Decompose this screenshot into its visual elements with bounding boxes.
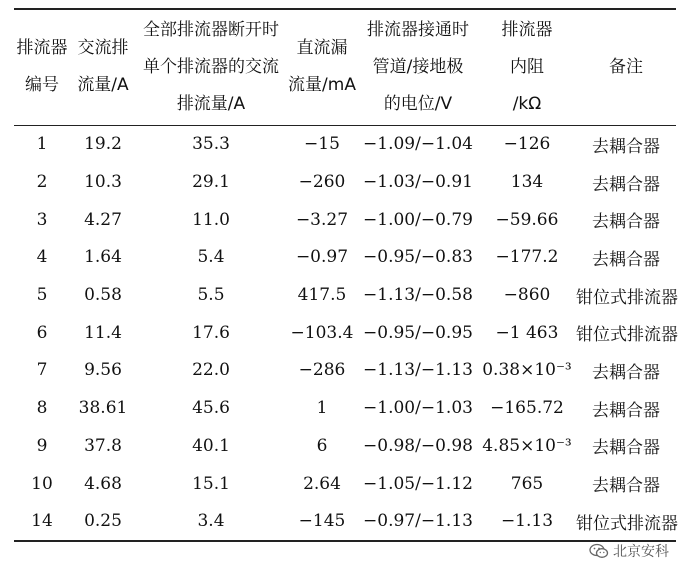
cell-number: 8 xyxy=(36,398,48,419)
cell-remark: 钳位式排流器 xyxy=(576,513,678,534)
cell-resistance: −1 463 xyxy=(495,322,559,343)
cell-potential: −1.03/−0.91 xyxy=(363,172,473,193)
cell-ac-drain: 0.25 xyxy=(84,511,122,532)
cell-resistance: 134 xyxy=(510,172,544,193)
cell-number: 1 xyxy=(36,134,48,155)
cell-dc-leakage: 417.5 xyxy=(297,285,347,306)
cell-dc-leakage: −145 xyxy=(298,511,346,532)
cell-ac-drain: 0.58 xyxy=(84,285,122,306)
cell-ac-drain: 38.61 xyxy=(78,398,128,419)
cell-resistance: −177.2 xyxy=(495,247,559,268)
cell-ac-drain-all-off: 17.6 xyxy=(192,322,230,343)
cell-number: 7 xyxy=(36,360,48,381)
cell-ac-drain: 37.8 xyxy=(84,435,122,456)
cell-ac-drain: 10.3 xyxy=(84,172,122,193)
cell-ac-drain: 19.2 xyxy=(84,134,122,155)
header-line: 编号 xyxy=(25,75,59,96)
cell-number: 9 xyxy=(36,435,48,456)
header-row xyxy=(14,9,676,125)
cell-ac-drain: 1.64 xyxy=(84,247,122,268)
cell-dc-leakage: −260 xyxy=(298,172,346,193)
cell-dc-leakage: 6 xyxy=(316,435,328,456)
header-line: 流量/A xyxy=(77,75,129,96)
cell-dc-leakage: −286 xyxy=(298,360,346,381)
wechat-icon xyxy=(589,543,609,559)
header-line: 流量/mA xyxy=(288,75,356,96)
header-line: /kΩ xyxy=(512,93,542,114)
table-row xyxy=(14,276,676,314)
table-row xyxy=(14,201,676,239)
header-cell-remark xyxy=(576,9,676,125)
cell-ac-drain: 4.68 xyxy=(84,473,122,494)
cell-potential: −0.97/−1.13 xyxy=(363,511,473,532)
header-cell-resistance xyxy=(478,9,576,125)
cell-ac-drain-all-off: 3.4 xyxy=(197,511,225,532)
cell-resistance: −165.72 xyxy=(490,398,564,419)
cell-resistance: −59.66 xyxy=(495,209,559,230)
cell-number: 6 xyxy=(36,322,48,343)
header-line: 备注 xyxy=(609,56,643,77)
cell-remark: 去耦合器 xyxy=(592,212,660,233)
cell-resistance: 4.85×10⁻³ xyxy=(482,435,572,456)
table-row xyxy=(14,389,676,427)
cell-number: 10 xyxy=(31,473,53,494)
cell-dc-leakage: 1 xyxy=(316,398,328,419)
cell-potential: −1.13/−0.58 xyxy=(363,285,473,306)
cell-remark: 去耦合器 xyxy=(592,438,660,459)
cell-ac-drain-all-off: 11.0 xyxy=(192,209,230,230)
cell-number: 3 xyxy=(36,209,48,230)
cell-remark: 去耦合器 xyxy=(592,400,660,421)
cell-remark: 去耦合器 xyxy=(592,476,660,497)
header-cell-dc-leakage xyxy=(286,9,358,125)
header-line: 管道/接地极 xyxy=(372,56,464,77)
cell-potential: −1.05/−1.12 xyxy=(363,473,473,494)
header-line: 全部排流器断开时 xyxy=(143,19,279,40)
cell-number: 5 xyxy=(36,285,48,306)
table-body xyxy=(14,125,676,541)
cell-dc-leakage: −15 xyxy=(304,134,340,155)
watermark-text: 北京安科 xyxy=(613,544,669,560)
cell-potential: −0.98/−0.98 xyxy=(363,435,473,456)
table-row xyxy=(14,465,676,503)
cell-ac-drain-all-off: 29.1 xyxy=(192,172,230,193)
table-row xyxy=(14,352,676,390)
table-row xyxy=(14,427,676,465)
cell-ac-drain: 11.4 xyxy=(84,322,122,343)
header-line: 的电位/V xyxy=(383,93,453,114)
cell-resistance: −860 xyxy=(503,285,551,306)
header-line: 排流量/A xyxy=(176,93,246,114)
data-table xyxy=(14,8,676,542)
cell-potential: −1.13/−1.13 xyxy=(363,360,473,381)
cell-ac-drain-all-off: 5.4 xyxy=(197,247,225,268)
header-line: 排流器 xyxy=(501,19,553,40)
cell-ac-drain-all-off: 5.5 xyxy=(197,285,225,306)
cell-remark: 去耦合器 xyxy=(592,136,660,157)
cell-dc-leakage: 2.64 xyxy=(303,473,341,494)
cell-potential: −1.00/−0.79 xyxy=(363,209,473,230)
table-row xyxy=(14,502,676,541)
cell-dc-leakage: −103.4 xyxy=(290,322,354,343)
cell-number: 4 xyxy=(36,247,48,268)
cell-resistance: 765 xyxy=(510,473,544,494)
cell-ac-drain-all-off: 15.1 xyxy=(192,473,230,494)
header-line: 内阻 xyxy=(510,56,544,77)
header-line: 排流器 xyxy=(16,38,68,59)
cell-remark: 去耦合器 xyxy=(592,174,660,195)
header-cell-potential xyxy=(358,9,478,125)
header-line: 交流排 xyxy=(77,38,129,59)
cell-potential: −1.09/−1.04 xyxy=(363,134,473,155)
cell-remark: 钳位式排流器 xyxy=(576,325,678,346)
table-row xyxy=(14,125,676,163)
header-cell-ac-drain-all-off xyxy=(136,9,286,125)
cell-ac-drain-all-off: 40.1 xyxy=(192,435,230,456)
header-cell-ac-drain xyxy=(70,9,136,125)
header-line: 直流漏 xyxy=(296,38,348,59)
cell-ac-drain: 4.27 xyxy=(84,209,122,230)
cell-ac-drain-all-off: 35.3 xyxy=(192,134,230,155)
watermark xyxy=(589,541,669,561)
cell-ac-drain: 9.56 xyxy=(84,360,122,381)
cell-potential: −0.95/−0.95 xyxy=(363,322,473,343)
cell-potential: −0.95/−0.83 xyxy=(363,247,473,268)
header-line: 排流器接通时 xyxy=(367,19,469,40)
cell-resistance: −1.13 xyxy=(500,511,554,532)
cell-number: 2 xyxy=(36,172,48,193)
cell-dc-leakage: −3.27 xyxy=(295,209,349,230)
cell-remark: 去耦合器 xyxy=(592,362,660,383)
table-row xyxy=(14,239,676,277)
cell-potential: −1.00/−1.03 xyxy=(363,398,473,419)
cell-ac-drain-all-off: 22.0 xyxy=(192,360,230,381)
table-row xyxy=(14,163,676,201)
cell-resistance: −126 xyxy=(503,134,551,155)
cell-remark: 钳位式排流器 xyxy=(576,287,678,308)
cell-remark: 去耦合器 xyxy=(592,249,660,270)
header-line: 单个排流器的交流 xyxy=(143,56,279,77)
table-header xyxy=(14,9,676,125)
cell-number: 14 xyxy=(31,511,53,532)
cell-resistance: 0.38×10⁻³ xyxy=(482,360,572,381)
table-row xyxy=(14,314,676,352)
cell-dc-leakage: −0.97 xyxy=(295,247,349,268)
cell-ac-drain-all-off: 45.6 xyxy=(192,398,230,419)
header-cell-number xyxy=(14,9,70,125)
